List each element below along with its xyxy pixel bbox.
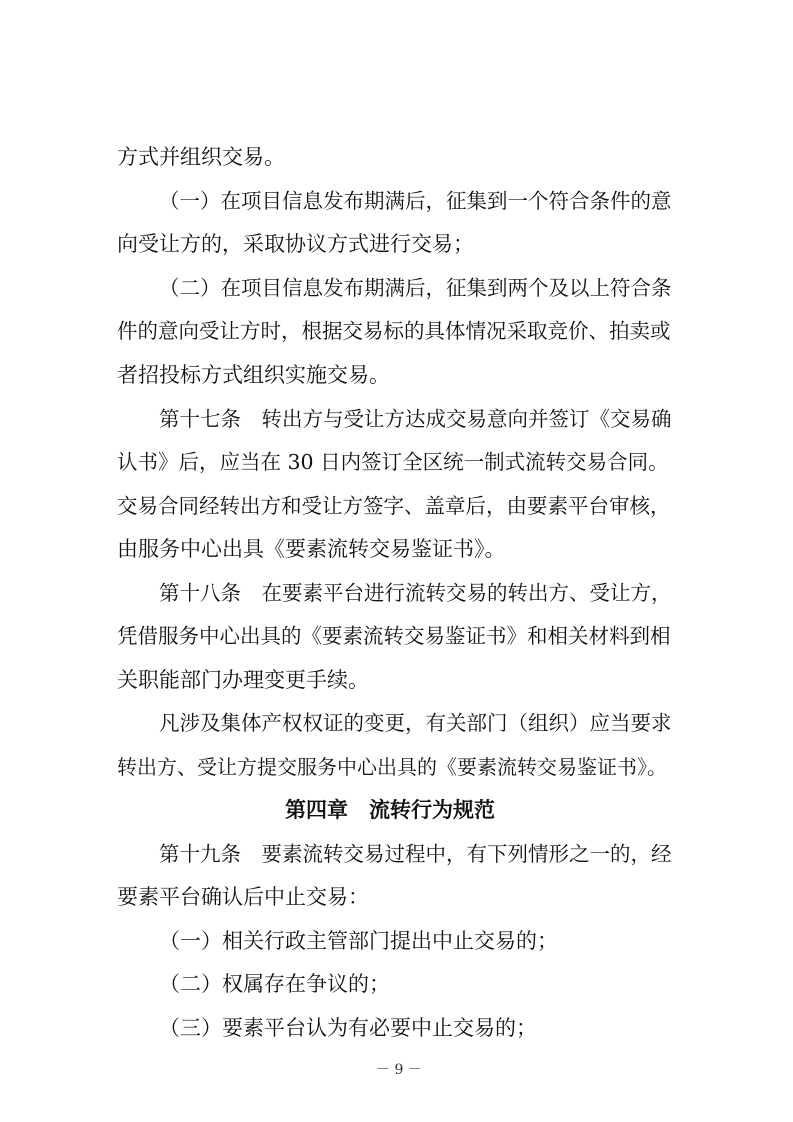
text-line: 要素平台确认后中止交易： — [117, 885, 369, 909]
text-line: 件的意向受让方时，根据交易标的具体情况采取竞价、拍卖或 — [117, 319, 671, 343]
text-line: （二）权属存在争议的； — [159, 972, 390, 996]
text-line: 由服务中心出具《要素流转交易鉴证书》。 — [117, 537, 506, 561]
text-line: （一）相关行政主管部门提出中止交易的； — [159, 929, 558, 953]
text-line: 第十七条 转出方与受让方达成交易意向并签订《交易确 — [159, 407, 672, 431]
text-line: （三）要素平台认为有必要中止交易的； — [159, 1016, 537, 1040]
text-line: 向受让方的，采取协议方式进行交易； — [117, 232, 474, 256]
chapter-heading: 第四章 流转行为规范 — [285, 798, 495, 822]
text-line: 第十八条 在要素平台进行流转交易的转出方、受让方， — [159, 581, 672, 605]
page-number: － 9 － — [376, 1062, 422, 1078]
text-line: 方式并组织交易。 — [117, 145, 285, 169]
text-line: 者招投标方式组织实施交易。 — [117, 363, 390, 387]
text-line: 关职能部门办理变更手续。 — [117, 668, 369, 692]
text-line: 交易合同经转出方和受让方签字、盖章后，由要素平台审核， — [117, 494, 671, 518]
text-line: （二）在项目信息发布期满后，征集到两个及以上符合条 — [159, 276, 672, 300]
text-line: 凭借服务中心出具的《要素流转交易鉴证书》和相关材料到相 — [117, 624, 671, 648]
text-line: 认书》后，应当在 30 日内签订全区统一制式流转交易合同。 — [117, 450, 669, 474]
text-line: （一）在项目信息发布期满后，征集到一个符合条件的意 — [159, 189, 672, 213]
text-line: 转出方、受让方提交服务中心出具的《要素流转交易鉴证书》。 — [117, 755, 667, 779]
text-line: 第十九条 要素流转交易过程中，有下列情形之一的，经 — [159, 842, 672, 866]
text-line: 凡涉及集体产权权证的变更，有关部门（组织）应当要求 — [159, 711, 672, 735]
